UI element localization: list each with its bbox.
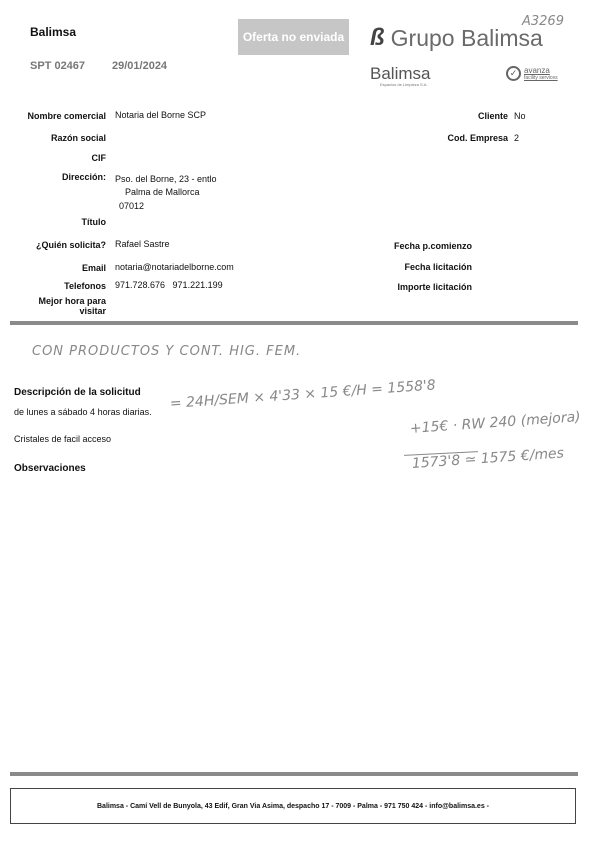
brand-sub-text: Balimsa: [370, 64, 431, 83]
direccion-line-2: Palma de Mallorca: [125, 187, 200, 197]
footer-box: [10, 788, 576, 824]
document-date: 29/01/2024: [112, 60, 168, 72]
handwritten-calc-2: +15€ · RW 240 (mejora): [409, 409, 582, 437]
solicitud-line-1: de lunes a sábado 4 horas diarias.: [14, 407, 152, 417]
telefonos-label: Telefonos: [64, 281, 106, 291]
handwritten-calc-1: = 24H/SEM × 4'33 × 15 €/H = 1558'8: [169, 377, 437, 412]
cliente-value: No: [514, 111, 526, 121]
titulo-label: Título: [81, 217, 106, 227]
email-value: notaria@notariadelborne.com: [115, 262, 234, 272]
email-label: Email: [81, 263, 106, 273]
company-name: Balimsa: [30, 25, 77, 39]
balimsa-logo-icon: ß: [370, 24, 385, 51]
footer-divider: [10, 772, 578, 776]
brand-sub-tagline: Espacios de Limpieza S.A.: [380, 82, 428, 87]
status-badge: Oferta no enviada: [238, 19, 349, 55]
balimsa-logo: [370, 64, 430, 87]
cliente-label: Cliente: [477, 111, 508, 121]
direccion-label: Dirección:: [61, 172, 106, 182]
avanza-tagline: facility services: [524, 75, 558, 81]
quien-solicita-value: Rafael Sastre: [115, 239, 170, 249]
cod-empresa-value: 2: [514, 133, 520, 143]
mejor-hora-label: [10, 296, 106, 316]
solicitud-line-2: Cristales de facil acceso: [14, 434, 112, 444]
solicitud-title: Descripción de la solicitud: [14, 387, 141, 398]
telefonos-value: 971.728.676 971.221.199: [115, 280, 223, 290]
observaciones-title: Observaciones: [14, 463, 86, 474]
mejor-hora-label-line-2: visitar: [79, 306, 106, 316]
fecha-licitacion-label: Fecha licitación: [404, 262, 472, 272]
brand-main-text: Grupo Balimsa: [390, 24, 543, 51]
mejor-hora-label-line-1: Mejor hora para: [38, 296, 106, 306]
avanza-logo: [506, 66, 558, 81]
avanza-text: avanza: [524, 66, 550, 75]
grupo-balimsa-logo: [370, 24, 543, 52]
footer-text: Balimsa - Camí Vell de Bunyola, 43 Edif, Gran Via Asima, despacho 17 - 7009 - Palma - 971 750 424 - info@balimsa.es -: [97, 802, 489, 810]
cif-label: CIF: [91, 153, 106, 163]
section-divider: [10, 321, 578, 325]
fecha-comienzo-label: Fecha p.comienzo: [393, 241, 472, 251]
handwritten-doc-code: A3269: [522, 14, 564, 29]
handwritten-calc-3: 1573'8 ≃ 1575 €/mes: [411, 445, 565, 472]
direccion-line-3: 07012: [119, 201, 145, 210]
direccion-line-1: Pso. del Borne, 23 - entlo: [115, 174, 217, 184]
nombre-comercial-value: Notaria del Borne SCP: [115, 110, 207, 120]
cod-empresa-label: Cod. Empresa: [447, 133, 508, 143]
handwritten-note-products: CON PRODUCTOS Y CONT. HIG. FEM.: [32, 344, 302, 359]
reference-number: SPT 02467: [30, 60, 86, 72]
quien-solicita-label: ¿Quién solicita?: [35, 240, 106, 250]
razon-social-label: Razón social: [50, 133, 106, 143]
importe-licitacion-label: Importe licitación: [397, 282, 472, 292]
nombre-comercial-label: Nombre comercial: [27, 111, 106, 121]
avanza-check-icon: ✓: [506, 66, 521, 81]
